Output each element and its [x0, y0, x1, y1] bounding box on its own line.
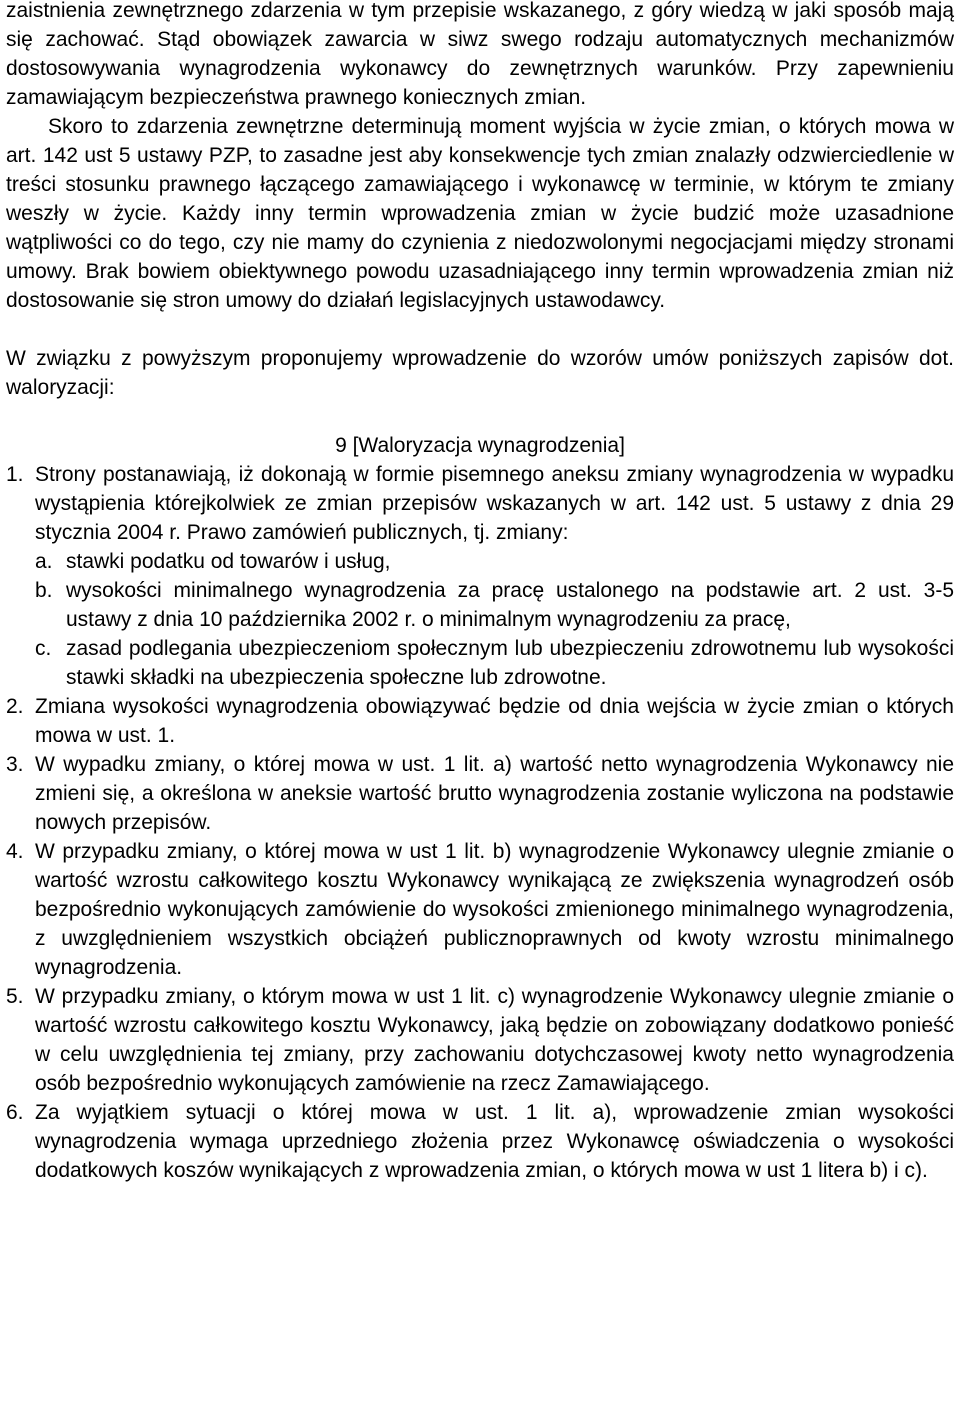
- sub-list-text: zasad podlegania ubezpieczeniom społecznym lub ubezpieczeniu zdrowotnemu lub wysokości stawki składki na ubezpieczenia społeczne lub zdrowotne.: [66, 637, 954, 689]
- provisions-list: [6, 460, 954, 1185]
- list-item-number: 5.: [6, 985, 24, 1008]
- list-item: [6, 692, 954, 750]
- list-item-text: Za wyjątkiem sytuacji o której mowa w ust. 1 lit. a), wprowadzenie zmian wysokości wynagrodzenia wymaga uprzedniego złożenia przez Wykonawcę oświadczenia o wysokości dodatkowych koszów wynikających z wprowadzenia zmian, o których mowa w ust 1 litera b) i c).: [35, 1101, 954, 1182]
- list-item-text: W wypadku zmiany, o której mowa w ust. 1 lit. a) wartość netto wynagrodzenia Wykonawcy nie zmieni się, a określona w aneksie wartość brutto wynagrodzenia zostanie wyliczona na podstawie nowych przepisów.: [35, 753, 954, 834]
- sub-list-item: [35, 634, 954, 692]
- list-item-text: Zmiana wysokości wynagrodzenia obowiązywać będzie od dnia wejścia w życie zmian o których mowa w ust. 1.: [35, 695, 954, 747]
- list-item-number: 3.: [6, 753, 24, 776]
- list-item-number: 6.: [6, 1101, 24, 1124]
- sub-list-letter: b.: [35, 579, 53, 602]
- list-item: [6, 750, 954, 837]
- list-item-number: 2.: [6, 695, 24, 718]
- sub-list-text: stawki podatku od towarów i usług,: [66, 550, 391, 573]
- intro-paragraph-1: zaistnienia zewnętrznego zdarzenia w tym przepisie wskazanego, z góry wiedzą w jaki sposób mają się zachować. Stąd obowiązek zawarcia w siwz swego rodzaju automatycznych mechanizmów dostosowywania wynagrodzenia wykonawcy do zewnętrznych warunków. Przy zapewnieniu zamawiającym bezpieczeństwa prawnego koniecznych zmian.: [6, 0, 954, 109]
- spacer: [6, 402, 954, 431]
- list-item: [6, 982, 954, 1098]
- intro-paragraph-3: W związku z powyższym proponujemy wprowadzenie do wzorów umów poniższych zapisów dot. waloryzacji:: [6, 347, 954, 399]
- intro-paragraph-2: Skoro to zdarzenia zewnętrzne determinują moment wyjścia w życie zmian, o których mowa w art. 142 ust 5 ustawy PZP, to zasadne jest aby konsekwencje tych zmian znalazły odzwierciedlenie w treści stosunku prawnego łączącego zamawiającego i wykonawcę w terminie, w którym te zmiany weszły w życie. Każdy inny termin wprowadzenia zmian w życie budzić może uzasadnione wątpliwości co do tego, czy nie mamy do czynienia z niedozwolonymi negocjacjami między stronami umowy. Brak bowiem obiektywnego powodu uzasadniającego inny termin wprowadzenia zmian niż dostosowanie się stron umowy do działań legislacyjnych ustawodawcy.: [6, 115, 954, 312]
- sub-list-letter: a.: [35, 550, 53, 573]
- list-item-text: W przypadku zmiany, o której mowa w ust 1 lit. b) wynagrodzenie Wykonawcy ulegnie zmianie o wartość wzrostu całkowitego kosztu Wykonawcy wynikającą ze zwiększenia wynagrodzeń osób bezpośrednio wykonujących zamówienie do wysokości zmienionego minimalnego wynagrodzenia, z uwzględnieniem wszystkich obciążeń publicznoprawnych od kwoty wzrostu minimalnego wynagrodzenia.: [35, 840, 954, 979]
- document-page: [6, 0, 954, 1185]
- spacer: [6, 315, 954, 344]
- sub-list: [35, 547, 954, 692]
- list-item-number: 1.: [6, 463, 24, 486]
- sub-list-letter: c.: [35, 637, 52, 660]
- list-item: [6, 460, 954, 692]
- section-title: 9 [Waloryzacja wynagrodzenia]: [335, 434, 625, 457]
- list-item: [6, 837, 954, 982]
- list-item-number: 4.: [6, 840, 24, 863]
- list-item-text: Strony postanawiają, iż dokonają w formie pisemnego aneksu zmiany wynagrodzenia w wypadku wystąpienia którejkolwiek ze zmian przepisów wskazanych w art. 142 ust. 5 ustawy z dnia 29 stycznia 2004 r. Prawo zamówień publicznych, tj. zmiany:: [35, 463, 954, 544]
- sub-list-item: [35, 547, 954, 576]
- sub-list-item: [35, 576, 954, 634]
- list-item: [6, 1098, 954, 1185]
- sub-list-text: wysokości minimalnego wynagrodzenia za pracę ustalonego na podstawie art. 2 ust. 3-5 ustawy z dnia 10 października 2002 r. o minimalnym wynagrodzeniu za pracę,: [66, 579, 954, 631]
- list-item-text: W przypadku zmiany, o którym mowa w ust 1 lit. c) wynagrodzenie Wykonawcy ulegnie zmianie o wartość wzrostu całkowitego kosztu Wykonawcy, jaką będzie on zobowiązany dodatkowo ponieść w celu uwzględnienia tej zmiany, przy zachowaniu dotychczasowej kwoty netto wynagrodzenia osób bezpośrednio wykonujących zamówienie na rzecz Zamawiającego.: [35, 985, 954, 1095]
